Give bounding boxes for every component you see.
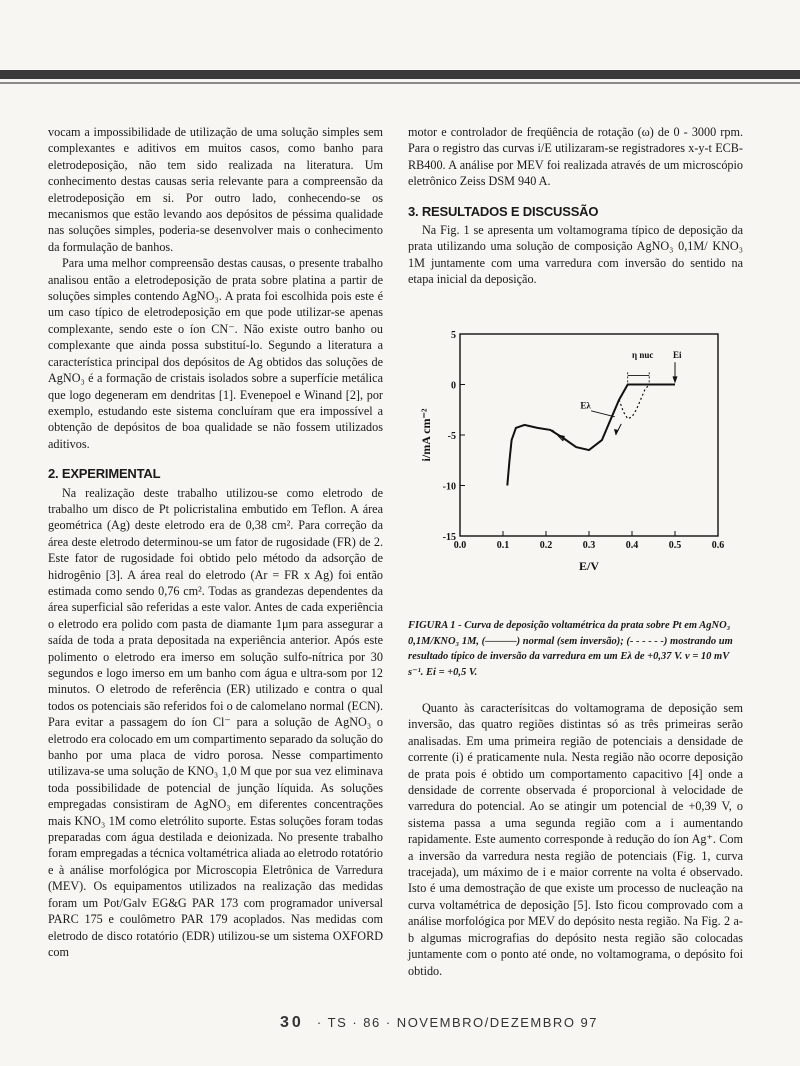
y-tick-label: -5 <box>447 431 456 442</box>
x-tick-label: 0.1 <box>496 540 510 551</box>
inversion-curve <box>619 385 649 419</box>
paragraph: Na realização deste trabalho utilizou-se como eletrodo de trabalho um disco de Pt policristalina embutido em Teflon. A área geométrica (Ag) deste eletrodo era de 0,38 cm². Para correção da área deste eletrodo determinou-se um fator de rugosidade (FR) de 2. Este fator de rugosidade foi obtido pelo método da adsorção de hidrogênio [3]. A área real do eletrodo (Ar = FR x Ag) foi então estimada como sendo 0,76 cm². Todas as grandezas dependentes da área superficial são referidas a este valor. Antes de cada experiência o eletrodo era polido com pasta de diamante 1μm para assegurar a saída de toda a prata depositada na experiência anterior. Após este polimento o eletrodo era imerso em solução sulfo-nítrica por 30 segundos e logo imerso em um banho com água e ultra-som por 12 minutos. O eletrodo de referência (ER) utilizado e contra o qual todos os potenciais são referidos foi o de calomelano normal (ECN). Para evitar a passagem do íon Cl⁻ para a solução de AgNO₃ o eletrodo era colocado em um compartimento separado da solução do banho por uma placa de vidro porosa. Nesse compartimento utilizava-se uma solução de KNO₃ 1,0 M que por sua vez eliminava toda possibilidade de potencial de junção líquida. As soluções empregadas consistiram de AgNO₃ em diferentes concentrações mais KNO₃ 1M como eletrólito suporte. Estas soluções foram todas preparadas com água destilada e deionizada. No presente trabalho foram empregadas a técnica voltamétrica aliada ao eletrodo rotatório e à análise morfológica por Microscopia Eletrônica de Varredura (MEV). Os equipamentos utilizados na realização das medidas foram um Pot/Galv EG&G PAR 173 com programador universal PARC 175 e coulômetro PAR 179 acoplados. Nas medidas com eletrodo de disco rotatório (EDR) utilizou-se um sistema OXFORD com <box>48 485 383 959</box>
page-footer <box>280 1014 780 1032</box>
y-tick-label: -10 <box>442 481 456 493</box>
paragraph: Na Fig. 1 se apresenta um voltamograma típico de deposição da prata utilizando uma solução de composição AgNO₃ 0,1M/ KNO₃ 1M juntamente com uma varredura com inversão do sentido na etapa inicial da deposição. <box>408 223 743 287</box>
paragraph: Quanto às caracterísitcas do voltamograma de deposição sem inversão, das quatro regiões distintas só as três primeiras serão analisadas. Em uma primeira região de potenciais a densidade de corrente (i) é praticamente nula. Nesta região não ocorre deposição de prata pois é obtido um comportamento capacitivo [4] onde a densidade de corrente observada é proporcional à velocidade de varredura do potencial. Ao se atingir um potencial de +0,39 V, o sistema passa a uma segunda região com a i aumentando rapidamente. Este aumento corresponde à redução do íon Ag⁺. Com a inversão da varredura nesta região de potenciais (Fig. 1, curva tracejada), um máximo de i e maior corrente na volta é observado. Isto é uma demostração de que existe um processo de nucleação na curva voltamétrica de deposição [5]. Isto ficou comprovado com a análise morfológica por MEV do depósito nesta região. Na Fig. 2 a-b algumas micrografias do depósito nesta região são colocadas juntamente com o ponto até onde, no voltamograma, o depósito foi obtido. <box>408 701 743 978</box>
section-heading-experimental: 2. EXPERIMENTAL <box>48 466 161 482</box>
e-lambda-label: Eλ <box>580 400 591 411</box>
page-number: 30 <box>280 1014 304 1031</box>
eta-nuc-label: η nuc <box>632 350 654 361</box>
e-lambda-arrow <box>591 411 615 417</box>
x-tick-label: 0.2 <box>539 540 553 551</box>
x-axis-label: E/V <box>578 559 600 573</box>
header-rule-thin <box>0 82 800 84</box>
y-tick-label: -15 <box>442 532 456 543</box>
x-tick-label: 0.5 <box>668 540 682 551</box>
normal-curve <box>507 385 675 486</box>
footer-text: · TS · 86 · NOVEMBRO/DEZEMBRO 97 <box>316 1015 599 1030</box>
y-axis-label: i/mA cm⁻² <box>419 408 433 462</box>
ei-arrowhead <box>673 376 678 383</box>
right-column-top <box>408 124 743 288</box>
x-tick-label: 0.0 <box>453 540 467 551</box>
right-column-bottom <box>408 700 743 979</box>
left-column <box>48 124 383 960</box>
plot-frame <box>460 334 718 536</box>
x-tick-label: 0.3 <box>582 540 596 551</box>
x-tick-label: 0.6 <box>711 540 725 551</box>
y-tick-label: 5 <box>451 330 456 341</box>
paragraph: vocam a impossibilidade de utilização de uma solução simples sem complexantes e aditivos em muitos casos, como banho para eletrodeposição, não tem sido realizada na literatura. Um conhecimento destas causas seria relevante para a compreensão da eletrodeposição em si. Por outro lado, conhecendo-se os mecanismos que estão levando aos depósitos de péssima qualidade nas soluções simples, poderia-se desenvolver mais o conhecimento da formulação de banhos. <box>48 125 383 254</box>
voltammogram-chart <box>418 322 748 592</box>
header-rule <box>0 70 800 79</box>
figure-caption: FIGURA 1 - Curva de deposição voltamétrica da prata sobre Pt em AgNO₃ 0,1M/KNO₃ 1M, (———) normal (sem inversão); (- - - - - -) mostrando um resultado típico de inversão da varredura em um Eλ de +0,37 V. v = 10 mV s⁻¹. Ei = +0,5 V. <box>408 620 733 678</box>
paragraph: motor e controlador de freqüência de rotação (ω) de 0 - 3000 rpm. Para o registro das curvas i/E utilizaram-se registradores x-y-t ECB-RB400. A análise por MEV foi realizada através de um microscópio eletrônico Zeiss DSM 940 A. <box>408 125 743 189</box>
ei-label: Ei <box>673 350 682 361</box>
paragraph: Para uma melhor compreensão destas causas, o presente trabalho analisou então a eletrodeposição de prata sobre platina a partir de soluções simples contendo AgNO₃. A prata foi escolhida pois este é um caso típico de eletrodeposição em que pode utilizar-se apenas complexante, sendo este o íon CN⁻. Não existe outro banho ou complexante que ainda possa substituí-lo. Segundo a literatura a característica principal dos depósitos de Ag obtidos das soluções de AgNO₃ é a formação de cristais isolados sobre a superfície metálica que logo degeneram em dendritas [1]. Evenepoel e Winand [2], por exemplo, estudando este sistema concluíram que era impossível a obtenção de depósitos de boa qualidade se não fossem utilizados aditivos. <box>48 256 383 451</box>
y-tick-label: 0 <box>451 380 456 392</box>
section-heading-results: 3. RESULTADOS E DISCUSSÃO <box>408 203 599 219</box>
x-tick-label: 0.4 <box>625 540 639 551</box>
